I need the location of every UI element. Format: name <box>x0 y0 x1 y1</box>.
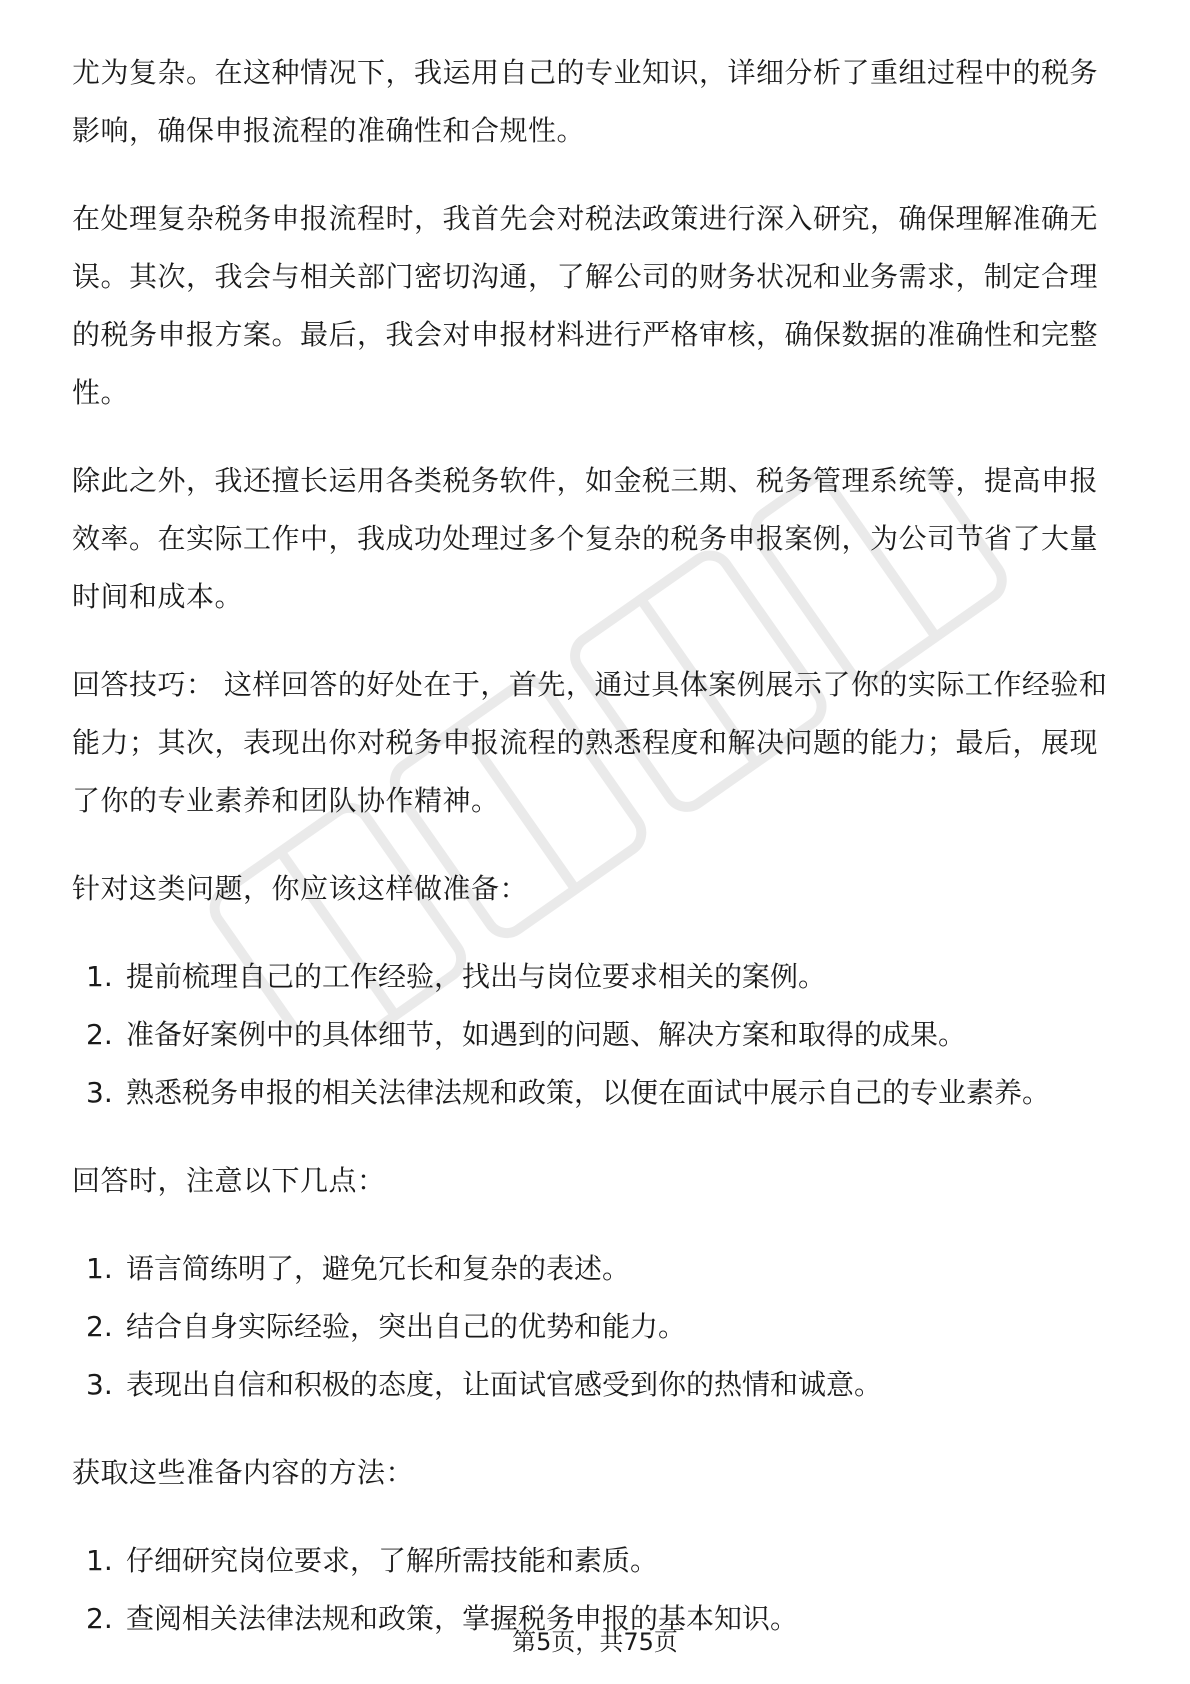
list-item: 2. 结合自身实际经验，突出自己的优势和能力。 <box>86 1310 687 1343</box>
method-heading: 获取这些准备内容的方法： <box>72 1456 415 1489</box>
list-item: 1. 提前梳理自己的工作经验，找出与岗位要求相关的案例。 <box>86 960 827 993</box>
list-item: 3. 表现出自信和积极的态度，让面试官感受到你的热情和诚意。 <box>86 1368 883 1401</box>
answer-heading: 回答时，注意以下几点： <box>72 1164 386 1197</box>
list-item: 2. 查阅相关法律法规和政策，掌握税务申报的基本知识。 <box>86 1602 799 1635</box>
prepare-list <box>72 948 1122 1122</box>
paragraph-3: 除此之外，我还擅长运用各类税务软件，如金税三期、税务管理系统等，提高申报效率。在实际工作中，我成功处理过多个复杂的税务申报案例，为公司节省了大量时间和成本。 <box>72 464 1099 613</box>
list-item: 2. 准备好案例中的具体细节，如遇到的问题、解决方案和取得的成果。 <box>86 1018 967 1051</box>
document-body <box>72 44 1122 1678</box>
list-item: 1. 仔细研究岗位要求，了解所需技能和素质。 <box>86 1544 659 1577</box>
paragraph-1: 尤为复杂。在这种情况下，我运用自己的专业知识，详细分析了重组过程中的税务影响，确保申报流程的准确性和合规性。 <box>72 56 1099 147</box>
list-item: 1. 语言简练明了，避免冗长和复杂的表述。 <box>86 1252 631 1285</box>
paragraph-2: 在处理复杂税务申报流程时，我首先会对税法政策进行深入研究，确保理解准确无误。其次，我会与相关部门密切沟通，了解公司的财务状况和业务需求，制定合理的税务申报方案。最后，我会对申报材料进行严格审核，确保数据的准确性和完整性。 <box>72 202 1099 409</box>
list-item: 3. 熟悉税务申报的相关法律法规和政策，以便在面试中展示自己的专业素养。 <box>86 1076 1051 1109</box>
answer-list <box>72 1240 1122 1414</box>
prepare-heading: 针对这类问题，你应该这样做准备： <box>72 872 529 905</box>
answer-tips-paragraph: 回答技巧： 这样回答的好处在于，首先，通过具体案例展示了你的实际工作经验和能力；其次，表现出你对税务申报流程的熟悉程度和解决问题的能力；最后，展现了你的专业素养和团队协作精神。 <box>72 668 1108 817</box>
page-number: 第5页，共75页 <box>512 1628 678 1656</box>
